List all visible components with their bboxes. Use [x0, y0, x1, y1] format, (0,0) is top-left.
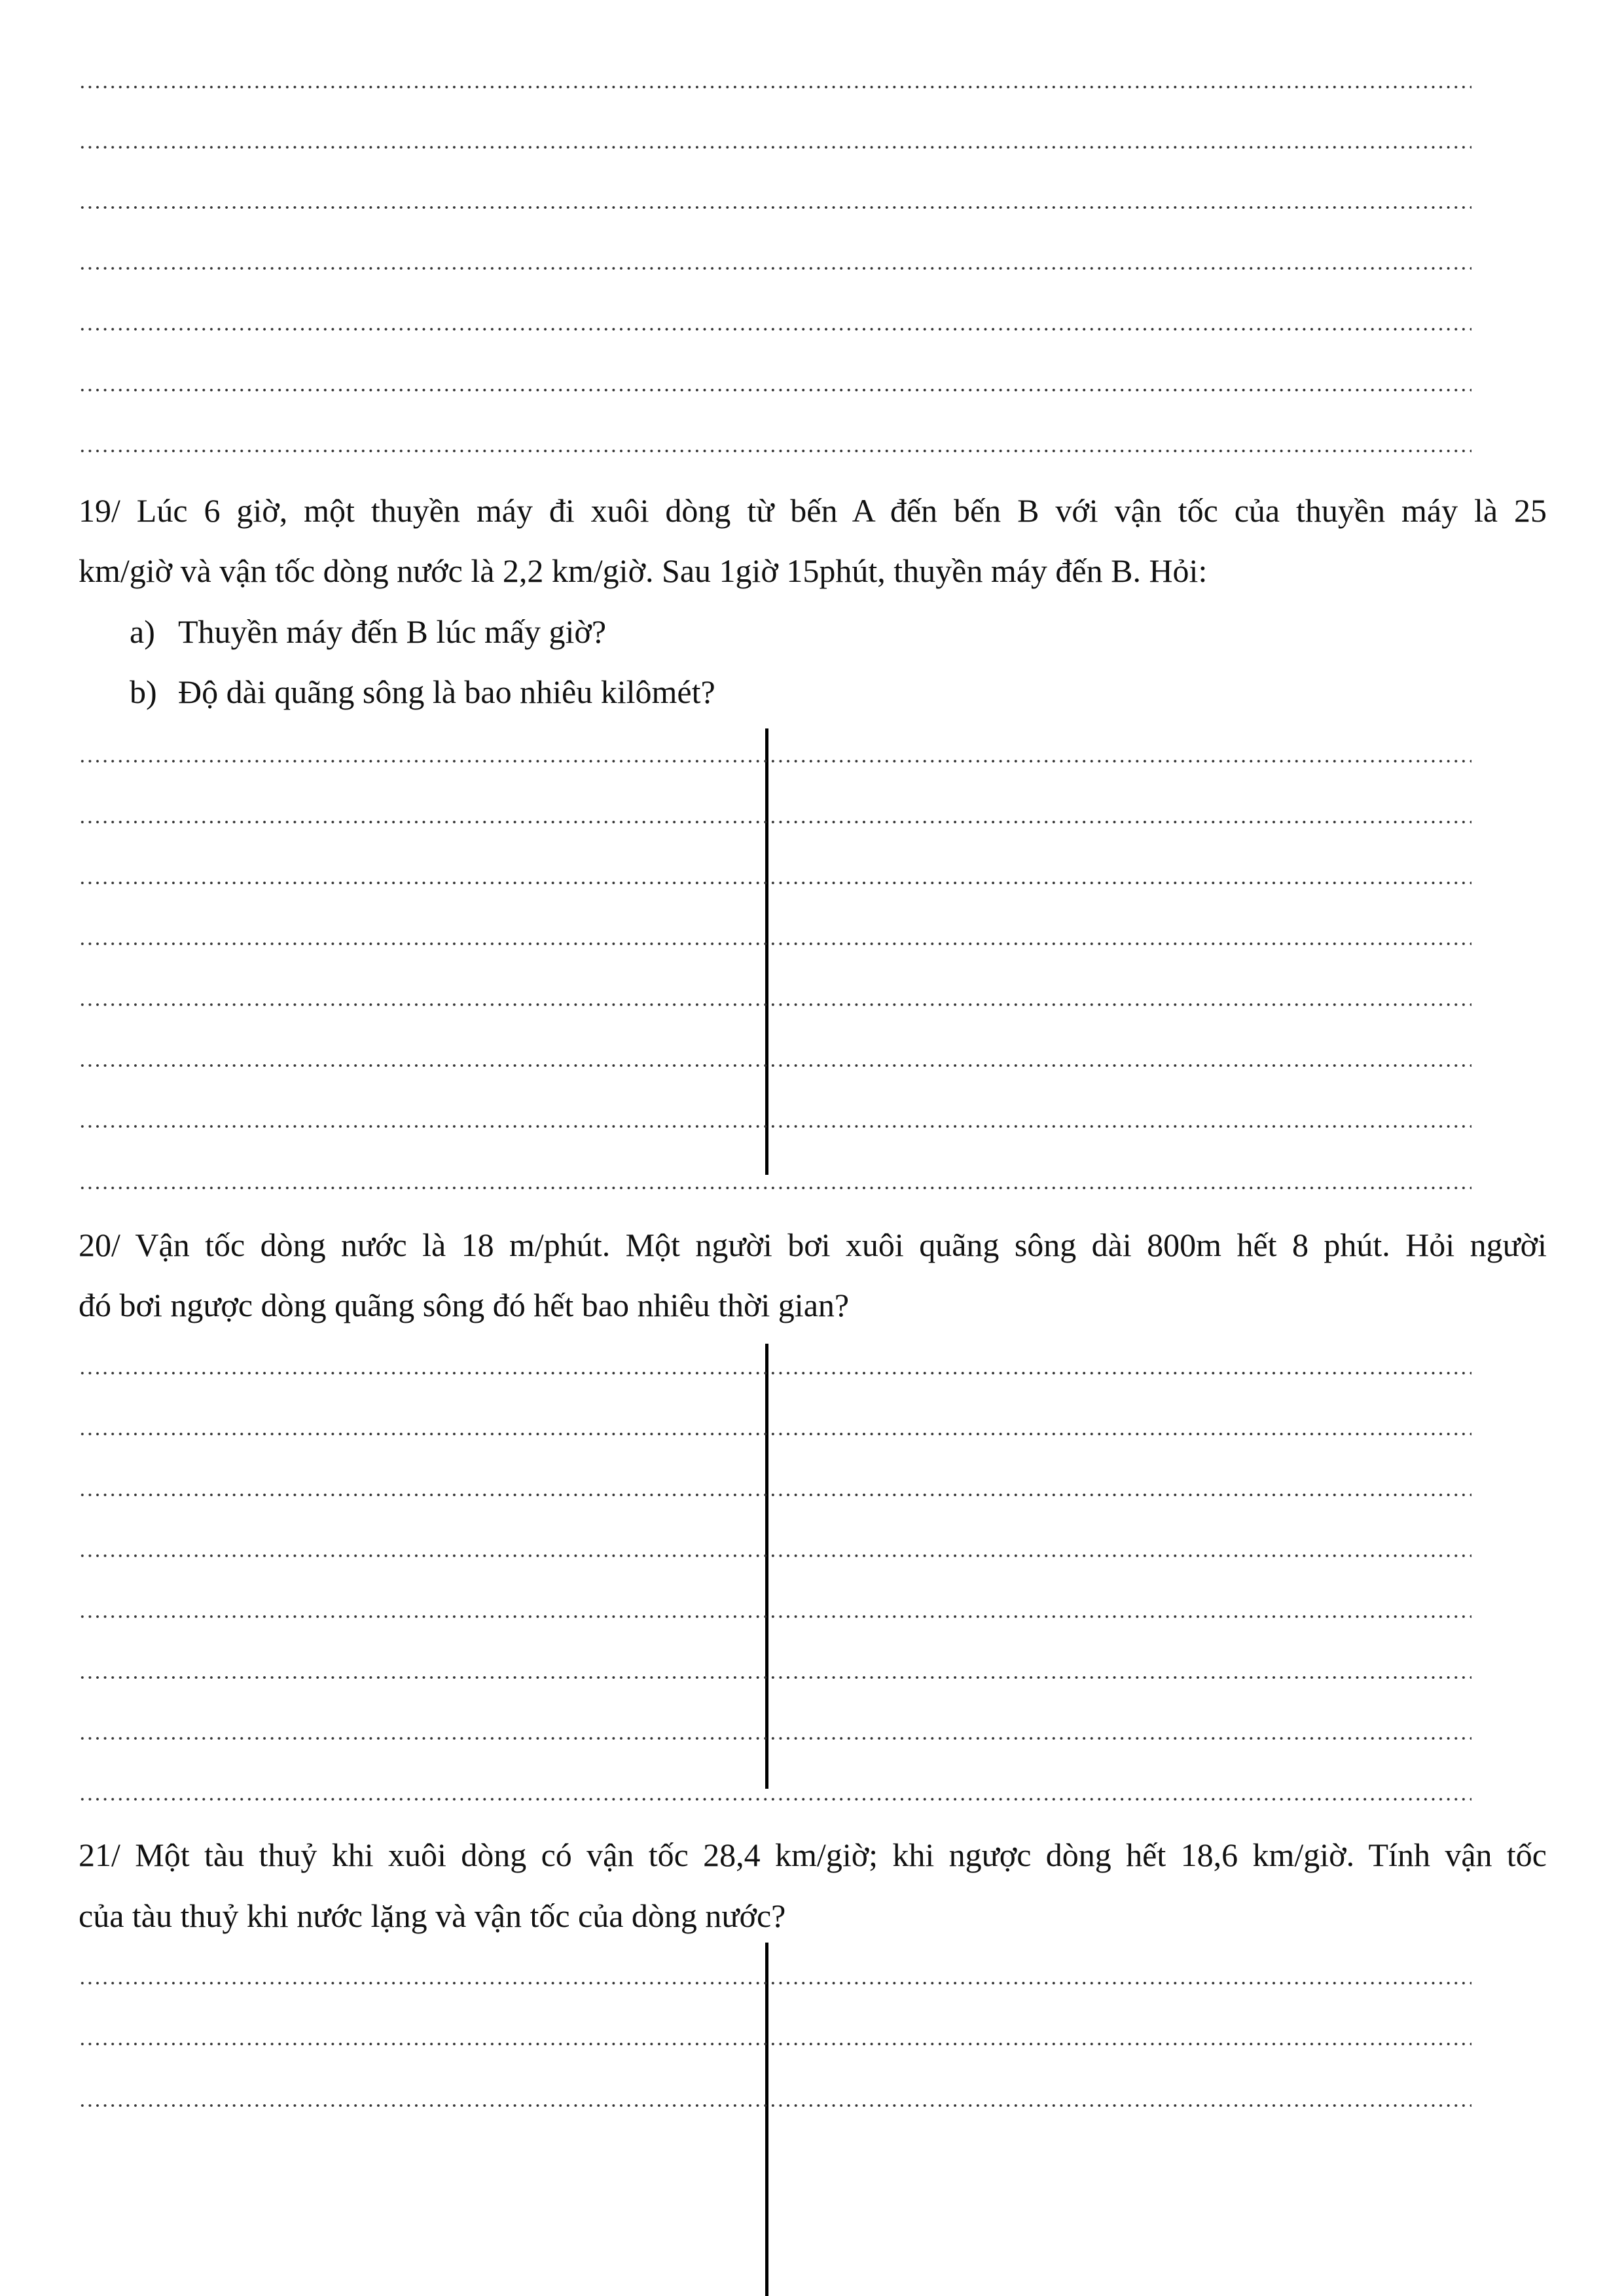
answer-line — [79, 388, 1471, 392]
answer-line — [79, 1736, 1471, 1740]
answer-line — [79, 145, 1471, 149]
answer-line — [79, 327, 1471, 331]
answer-line — [79, 942, 1471, 946]
column-divider — [765, 728, 768, 1175]
answer-line — [79, 881, 1471, 885]
problem-19-part-b-marker: b) — [130, 673, 157, 710]
answer-line — [79, 85, 1471, 89]
problem-20-line-2: đó bơi ngược dòng quãng sông đó hết bao nhiêu thời gian? — [79, 1287, 850, 1323]
answer-line — [79, 1124, 1471, 1128]
answer-line — [79, 1186, 1471, 1190]
problem-21-line-2: của tàu thuỷ khi nước lặng và vận tốc của dòng nước? — [79, 1897, 786, 1934]
problem-19-part-a-marker: a) — [130, 613, 155, 650]
answer-line — [79, 1554, 1471, 1558]
answer-line — [79, 2104, 1471, 2108]
answer-line — [79, 449, 1471, 453]
answer-line — [79, 206, 1471, 209]
problem-19-line-2: km/giờ và vận tốc dòng nước là 2,2 km/giờ. Sau 1giờ 15phút, thuyền máy đến B. Hỏi: — [79, 552, 1208, 589]
answer-line — [79, 1981, 1471, 1985]
answer-line — [79, 1432, 1471, 1436]
answer-line — [79, 759, 1471, 763]
answer-line — [79, 1615, 1471, 1619]
answer-line — [79, 1003, 1471, 1007]
answer-line — [79, 1493, 1471, 1497]
answer-line — [79, 1064, 1471, 1067]
problem-19-part-a: Thuyền máy đến B lúc mấy giờ? — [178, 613, 607, 650]
column-divider — [765, 1943, 768, 2296]
problem-21-line-1: 21/ Một tàu thuỷ khi xuôi dòng có vận tốc 28,4 km/giờ; khi ngược dòng hết 18,6 km/giờ. Tính vận tốc — [79, 1837, 1547, 1873]
answer-line — [79, 1371, 1471, 1375]
problem-20-line-1: 20/ Vận tốc dòng nước là 18 m/phút. Một người bơi xuôi quãng sông dài 800m hết 8 phút. Hỏi người — [79, 1227, 1547, 1263]
column-divider — [765, 1344, 768, 1789]
problem-19-part-b: Độ dài quãng sông là bao nhiêu kilômét? — [178, 673, 715, 710]
answer-line — [79, 820, 1471, 824]
problem-19-line-1: 19/ Lúc 6 giờ, một thuyền máy đi xuôi dòng từ bến A đến bến B với vận tốc của thuyền máy là 25 — [79, 492, 1547, 529]
answer-line — [79, 1676, 1471, 1679]
answer-line — [79, 266, 1471, 270]
answer-line — [79, 2042, 1471, 2046]
answer-line — [79, 1797, 1471, 1801]
